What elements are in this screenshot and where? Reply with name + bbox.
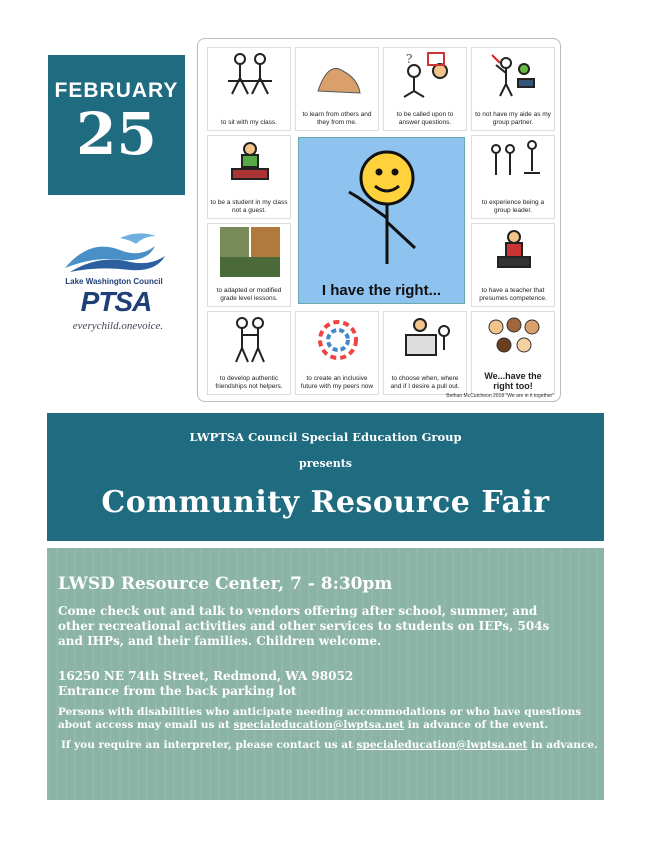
email-link[interactable]: specialeducation@lwptsa.net: [233, 719, 405, 731]
poster-cell: [295, 47, 379, 131]
poster-cell: [207, 311, 291, 395]
two-friends-icon: [220, 315, 280, 365]
svg-text:?: ?: [406, 52, 413, 66]
cell-caption: to adapted or modified grade level lessons.: [216, 287, 282, 302]
event-banner: [47, 413, 604, 541]
logo-wordmark: PTSA: [80, 286, 152, 317]
poster-cell: [471, 311, 555, 395]
student-desk-icon: [220, 139, 280, 189]
presents-label: presents: [299, 457, 352, 470]
cell-caption: to not have my aide as my group partner.: [475, 111, 551, 126]
rights-poster: [197, 38, 561, 402]
event-description: Come check out and talk to vendors offering after school, summer, and other recreational activities and other services to students on IEPs, 504s and IHPs, and their families. Children welcome.: [58, 604, 550, 648]
aide-pointing-icon: [484, 51, 544, 101]
cell-caption: to experience being a group leader.: [481, 199, 545, 214]
teacher-icon: [484, 227, 544, 277]
holding-hands-icon: [308, 51, 368, 101]
cell-caption: to sit with my class.: [221, 119, 277, 126]
student-question-icon: [396, 51, 456, 101]
date-month: FEBRUARY: [54, 79, 179, 102]
venue-time: LWSD Resource Center, 7 - 8:30pm: [58, 574, 393, 594]
interp-email-link[interactable]: specialeducation@lwptsa.net: [356, 739, 528, 751]
cell-caption: to create an inclusive future with my peers now: [300, 375, 374, 390]
cell-caption: to learn from others and they from me.: [302, 111, 372, 126]
cell-caption: to be called upon to answer questions.: [396, 111, 454, 126]
cell-caption: to have a teacher that presumes competence.: [479, 287, 547, 302]
poster-cell: [471, 135, 555, 219]
diverse-faces-icon: [484, 315, 544, 365]
access-text-pre: Persons with disabilities who anticipate needing accommodations or who have questions about access may email us at: [58, 706, 582, 731]
cell-caption: to be a student in my class not a guest.: [210, 199, 288, 214]
address-line2: Entrance from the back parking lot: [58, 684, 297, 698]
ptsa-logo: [58, 228, 188, 338]
date-day: 25: [76, 100, 157, 168]
group-leader-icon: [484, 139, 544, 189]
two-people-sitting-icon: [220, 51, 280, 101]
event-details: [47, 548, 604, 800]
poster-cell: [471, 47, 555, 131]
logo-name: Lake Washington Council: [65, 277, 163, 286]
poster-cell: [295, 311, 379, 395]
poster-cell: [207, 223, 291, 307]
poster-center: [298, 137, 465, 304]
event-title: Community Resource Fair: [101, 485, 550, 520]
poster-cell: [207, 47, 291, 131]
classroom-photo-icon: [220, 227, 280, 277]
poster-credit: Bethan McCutcheon 2018 "We are in it together": [446, 393, 554, 399]
wave-logo-icon: [60, 228, 170, 276]
poster-cell: [383, 311, 467, 395]
logo-tagline: everychild.onevoice.: [72, 320, 164, 332]
circle-of-people-icon: [308, 315, 368, 365]
cell-caption: to develop authentic friendships not helpers.: [215, 375, 283, 390]
address-line1: 16250 NE 74th Street, Redmond, WA 98052: [58, 669, 354, 683]
cell-caption: We...have the right too!: [484, 371, 542, 391]
cell-caption: to choose when, where and if I desire a pull out.: [390, 375, 460, 390]
organizer: LWPTSA Council Special Education Group: [189, 430, 462, 444]
smiling-stick-figure-icon: [299, 138, 464, 278]
accessibility-note: [58, 706, 588, 732]
interp-text-pre: If you require an interpreter, please contact us at: [61, 739, 357, 751]
interpreter-note: [61, 739, 601, 752]
poster-cell: [207, 135, 291, 219]
date-box: [48, 55, 185, 195]
poster-cell: [471, 223, 555, 307]
choice-desk-icon: [396, 315, 456, 365]
interp-text-post: in advance.: [527, 739, 598, 751]
access-text-post: in advance of the event.: [404, 719, 549, 731]
poster-cell: [383, 47, 467, 131]
center-caption: I have the right...: [321, 282, 442, 299]
address: [58, 669, 353, 699]
